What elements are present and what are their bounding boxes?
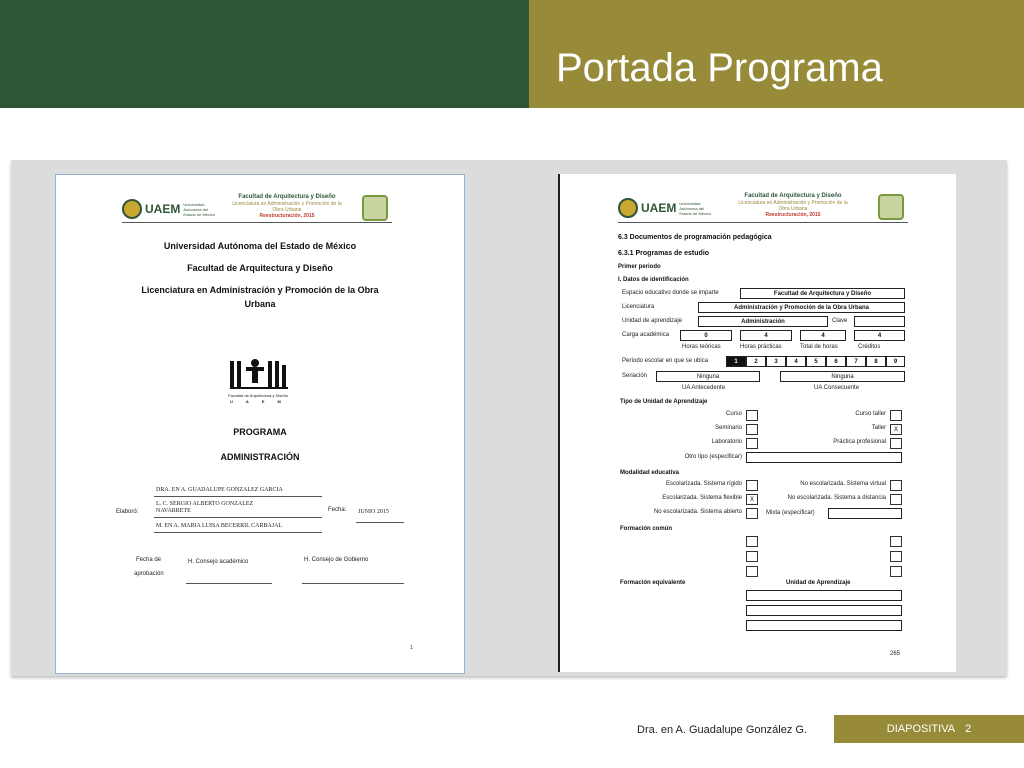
carga-label: Carga académica xyxy=(622,332,670,338)
document-form-page xyxy=(558,174,956,672)
faculty-header: Facultad de Arquitectura y Diseño xyxy=(238,194,336,200)
modalidad-flexible-label: Escolarizada. Sistema flexible xyxy=(662,495,742,501)
carga-header-total: Total de horas xyxy=(800,344,838,350)
uaem-seal-icon xyxy=(122,199,142,219)
section-title: 6.3 Documentos de programación pedagógica xyxy=(618,234,772,241)
formacion-equiv-row-3 xyxy=(746,620,902,631)
restructure-label: Reestructuración, 2015 xyxy=(765,212,821,218)
faculty-header-block xyxy=(738,193,848,218)
tipo-laboratorio-checkbox xyxy=(746,438,758,449)
uaem-logo xyxy=(618,198,713,218)
author-3-line xyxy=(154,532,322,533)
periodo-cell-6: 6 xyxy=(826,356,846,367)
restructure-label: Reestructuración, 2015 xyxy=(259,213,315,219)
uaem-logo-text: UAEM xyxy=(145,202,181,216)
periodo-cell-2: 2 xyxy=(746,356,766,367)
seriacion-antecedente-field: Ninguna xyxy=(656,371,760,382)
uaem-seal-icon xyxy=(618,198,638,218)
periodo-cell-9: 9 xyxy=(886,356,905,367)
clave-field xyxy=(854,316,905,327)
carga-horas-practicas: 4 xyxy=(740,330,792,341)
uaem-logo-subtitle: Universidad Autónoma del Estado de México xyxy=(183,201,216,217)
elaboro-label: Elaboró: xyxy=(116,509,139,515)
subject-name: ADMINISTRACIÓN xyxy=(220,452,300,462)
carga-creditos: 4 xyxy=(854,330,905,341)
formacion-equiv-row-1 xyxy=(746,590,902,601)
modalidad-rigido-checkbox xyxy=(746,480,758,491)
header-green-band xyxy=(0,0,529,108)
footer-author: Dra. en A. Guadalupe González G. xyxy=(637,724,807,736)
modalidad-virtual-label: No escolarizada. Sistema virtual xyxy=(800,481,886,487)
author-2-line xyxy=(154,517,322,518)
uaem-logo xyxy=(122,199,217,219)
modalidad-abierto-checkbox xyxy=(746,508,758,519)
espacio-field: Facultad de Arquitectura y Diseño xyxy=(740,288,905,299)
formacion-comun-title: Formación común xyxy=(620,526,673,532)
tipo-curso-label: Curso xyxy=(725,411,742,417)
modalidad-distancia-label: No escolarizada. Sistema a distancia xyxy=(787,495,886,501)
tipo-practica-checkbox xyxy=(890,438,902,449)
periodo-cell-8: 8 xyxy=(866,356,886,367)
formacion-comun-box-6 xyxy=(890,566,902,577)
espacio-label: Espacio educativo donde se imparte xyxy=(622,290,719,296)
slide-title: Portada Programa xyxy=(556,46,883,90)
author-2: L. C. SERGIO ALBERTO GONZALEZ NAVARRETE xyxy=(156,501,254,514)
fecha-line xyxy=(356,522,404,523)
footer-slide-badge xyxy=(834,715,1024,743)
carga-header-teoricas: Horas teóricas xyxy=(682,344,721,350)
formacion-comun-box-4 xyxy=(890,536,902,547)
datos-title: I. Datos de identificación xyxy=(618,277,689,283)
ua-consecuente-label: UA Consecuente xyxy=(814,385,860,391)
modalidad-title: Modalidad educativa xyxy=(620,470,680,476)
tipo-practica-label: Práctica profesional xyxy=(833,439,886,445)
otro-tipo-field xyxy=(746,452,902,463)
tipo-curso-taller-checkbox xyxy=(890,410,902,421)
modalidad-flexible-checkbox: X xyxy=(746,494,758,505)
uaem-logo-text: UAEM xyxy=(641,201,677,215)
consejo-gobierno-line xyxy=(302,583,404,584)
carga-header-practicas: Horas prácticas xyxy=(740,344,782,350)
ua-antecedente-label: UA Antecedente xyxy=(682,385,726,391)
emblem-letters: U A E M xyxy=(230,399,287,404)
footer-slide-label: DIAPOSITIVA xyxy=(886,723,956,735)
tipo-seminario-checkbox xyxy=(746,424,758,435)
modalidad-abierto-label: No escolarizada. Sistema abierto xyxy=(653,509,742,515)
tipo-curso-taller-label: Curso taller xyxy=(855,411,886,417)
licenciatura-field: Administración y Promoción de la Obra Urbana xyxy=(698,302,905,313)
formacion-comun-box-1 xyxy=(746,536,758,547)
tipo-title: Tipo de Unidad de Aprendizaje xyxy=(620,399,708,405)
header-divider xyxy=(618,222,908,223)
seriacion-consecuente-field: Ninguna xyxy=(780,371,905,382)
fecha-value: JUNIO 2015 xyxy=(358,509,389,515)
tipo-taller-checkbox: X xyxy=(890,424,902,435)
seriacion-label: Seriación xyxy=(622,373,648,379)
periodo-cell-4: 4 xyxy=(786,356,806,367)
uaem-logo-subtitle: Universidad Autónoma del Estado de México xyxy=(679,200,712,216)
modalidad-distancia-checkbox xyxy=(890,494,902,505)
modalidad-virtual-checkbox xyxy=(890,480,902,491)
modalidad-mixta-label: Mixta (especificar) xyxy=(766,510,815,516)
periodo-cell-5: 5 xyxy=(806,356,826,367)
unidad-label: Unidad de aprendizaje xyxy=(622,318,683,324)
licenciatura-label: Licenciatura xyxy=(622,304,655,310)
periodo-cell-1: 1 xyxy=(726,356,746,367)
formacion-equivalente-title: Formación equivalente xyxy=(620,580,686,586)
carga-header-creditos: Créditos xyxy=(858,344,881,350)
consejo-academico-line xyxy=(186,583,272,584)
page-number: 1 xyxy=(410,645,413,651)
document-stage xyxy=(11,160,1007,676)
tipo-seminario-label: Seminario xyxy=(714,425,742,431)
consejo-gobierno-label: H. Consejo de Gobierno xyxy=(304,557,369,563)
tipo-taller-label: Taller xyxy=(871,425,886,431)
clave-label: Clave xyxy=(832,318,848,324)
document-cover-page xyxy=(55,174,465,674)
career-header: Licenciatura en Administración y Promoción de la Obra Urbana xyxy=(738,200,848,212)
formacion-comun-box-3 xyxy=(746,566,758,577)
unidad-field: Administración xyxy=(698,316,828,327)
faculty-name: Facultad de Arquitectura y Diseño xyxy=(187,263,333,273)
faculty-header-block xyxy=(232,194,342,219)
formacion-equiv-row-2 xyxy=(746,605,902,616)
faculty-emblem-icon xyxy=(228,357,292,395)
formacion-comun-box-5 xyxy=(890,551,902,562)
emblem-caption: Facultad de Arquitectura y Diseño xyxy=(228,393,289,398)
footer-slide-number: 2 xyxy=(965,723,972,735)
period-label: Primer periodo xyxy=(618,264,661,270)
university-name: Universidad Autónoma del Estado de México xyxy=(163,241,357,251)
approval-label-1: Fecha de xyxy=(136,557,162,563)
carga-horas-teoricas: 0 xyxy=(680,330,732,341)
periodo-cell-7: 7 xyxy=(846,356,866,367)
modalidad-rigido-label: Escolarizada. Sistema rígido xyxy=(665,481,742,487)
otro-tipo-label: Otro tipo (especificar) xyxy=(684,454,742,460)
periodo-label: Período escolar en que se ubica xyxy=(622,358,709,364)
career-header: Licenciatura en Administración y Promoción de la Obra Urbana xyxy=(232,201,342,213)
document-type: PROGRAMA xyxy=(233,427,287,437)
career-name-line1: Licenciatura en Administración y Promoción de la Obra xyxy=(141,285,379,295)
unidad-aprendizaje-header: Unidad de Aprendizaje xyxy=(786,580,851,586)
author-1: DRA. EN A. GUADALUPE GONZALEZ GARCIA xyxy=(156,487,283,493)
modalidad-mixta-field xyxy=(828,508,902,519)
consejo-academico-label: H. Consejo académico xyxy=(188,559,249,565)
carga-total-horas: 4 xyxy=(800,330,846,341)
tipo-laboratorio-label: Laboratorio xyxy=(711,439,742,445)
fecha-label: Fecha: xyxy=(328,507,347,513)
faculty-seal-icon xyxy=(878,194,904,220)
faculty-seal-icon xyxy=(362,195,388,221)
approval-label-2: aprobación xyxy=(134,571,164,577)
author-3: M. EN A. MARIA LUISA BECERRIL CARBAJAL xyxy=(156,523,283,529)
career-name-line2: Urbana xyxy=(244,299,276,309)
faculty-header: Facultad de Arquitectura y Diseño xyxy=(744,193,842,199)
page-number: 265 xyxy=(890,651,901,657)
author-1-line xyxy=(154,496,322,497)
header-divider xyxy=(122,222,392,223)
tipo-curso-checkbox xyxy=(746,410,758,421)
periodo-cell-3: 3 xyxy=(766,356,786,367)
formacion-comun-box-2 xyxy=(746,551,758,562)
subsection-title: 6.3.1 Programas de estudio xyxy=(618,250,710,257)
